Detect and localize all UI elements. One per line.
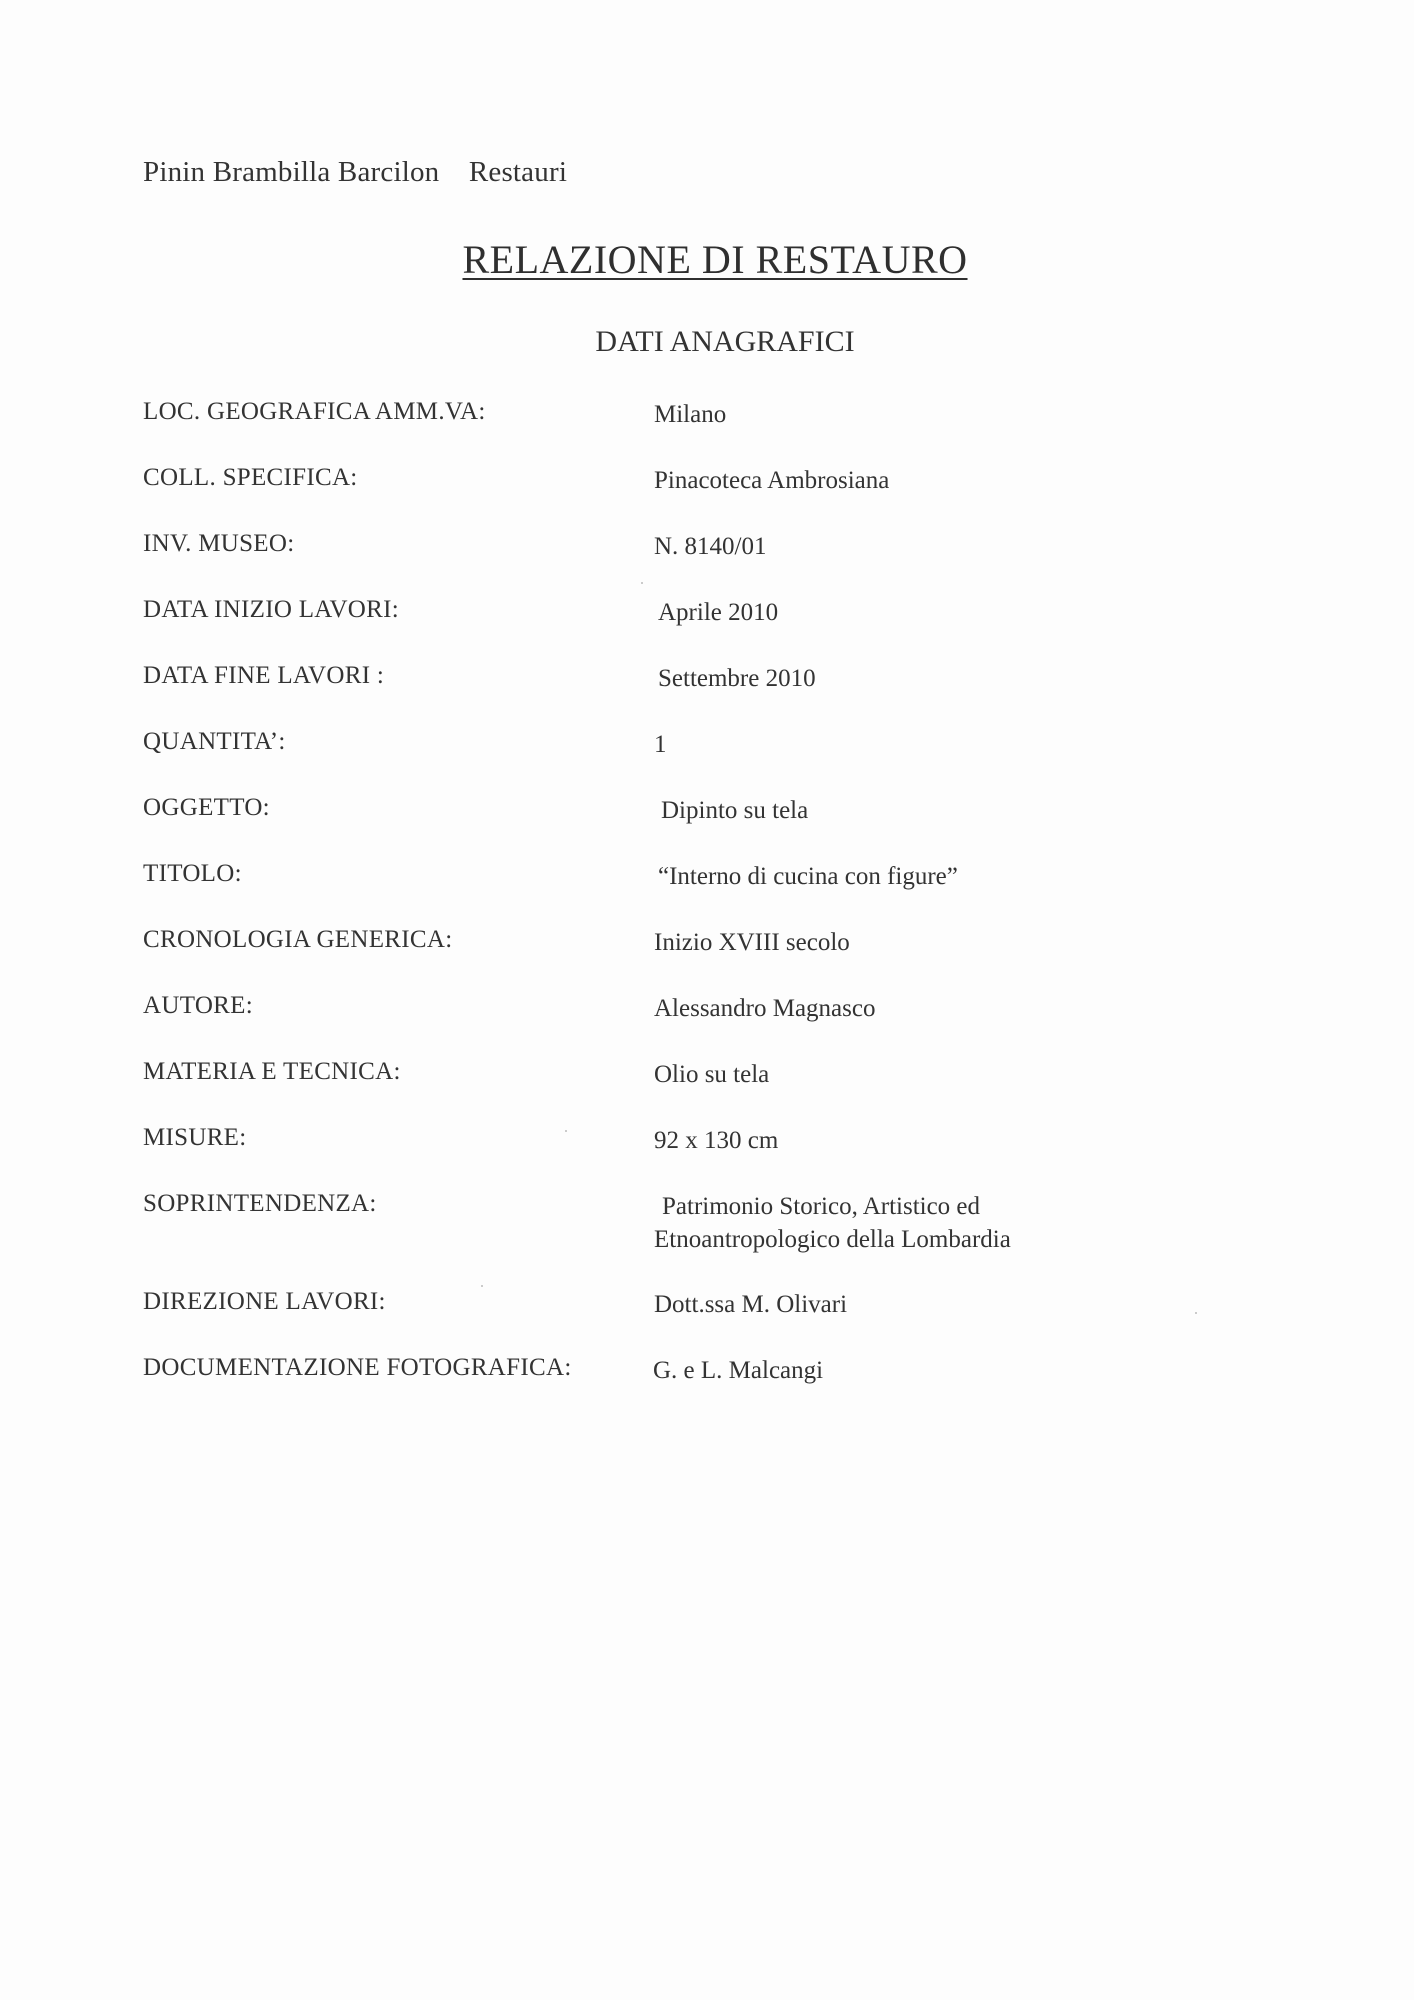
field-value-line2: Etnoantropologico della Lombardia xyxy=(654,1226,1011,1253)
field-value-line1: Patrimonio Storico, Artistico ed xyxy=(662,1193,981,1220)
field-value: Pinacoteca Ambrosiana xyxy=(654,467,890,494)
field-label: OGGETTO: xyxy=(143,794,270,821)
letterhead-org-name: Pinin Brambilla Barcilon xyxy=(143,156,440,188)
field-label: TITOLO: xyxy=(143,860,242,887)
letterhead-org-suffix: Restauri xyxy=(468,156,568,188)
field-value-multiline xyxy=(654,1190,1011,1256)
field-value: Aprile 2010 xyxy=(658,599,779,626)
field-row-data-fine xyxy=(143,662,1273,728)
field-label: DATA INIZIO LAVORI: xyxy=(143,596,399,623)
field-value: 1 xyxy=(654,731,667,758)
field-value: Dott.ssa M. Olivari xyxy=(654,1291,848,1318)
scan-speck xyxy=(1195,1312,1197,1314)
scan-speck xyxy=(641,582,643,584)
document-title xyxy=(0,236,1414,283)
data-fields-list xyxy=(143,398,1273,1420)
field-label: MISURE: xyxy=(143,1124,247,1151)
field-label: QUANTITA’: xyxy=(143,728,286,755)
field-label: CRONOLOGIA GENERICA: xyxy=(143,926,453,953)
field-row-quantita xyxy=(143,728,1273,794)
scan-speck xyxy=(565,1130,567,1132)
field-row-titolo xyxy=(143,860,1273,926)
field-label: COLL. SPECIFICA: xyxy=(143,464,358,491)
field-value: Inizio XVIII secolo xyxy=(654,929,850,956)
field-row-autore xyxy=(143,992,1273,1058)
field-value: Milano xyxy=(654,401,727,428)
document-title-text: RELAZIONE DI RESTAURO xyxy=(462,237,968,282)
field-label: DIREZIONE LAVORI: xyxy=(143,1288,386,1315)
field-row-inv-museo xyxy=(143,530,1273,596)
field-label: SOPRINTENDENZA: xyxy=(143,1190,377,1217)
field-label: MATERIA E TECNICA: xyxy=(143,1058,401,1085)
field-value: Settembre 2010 xyxy=(658,665,816,692)
field-row-soprintendenza xyxy=(143,1190,1273,1288)
field-value: “Interno di cucina con figure” xyxy=(658,863,958,890)
field-row-materia-tecnica xyxy=(143,1058,1273,1124)
field-row-cronologia xyxy=(143,926,1273,992)
field-label: DATA FINE LAVORI : xyxy=(143,662,385,689)
field-value: Dipinto su tela xyxy=(661,797,809,824)
field-label: DOCUMENTAZIONE FOTOGRAFICA: xyxy=(143,1354,572,1381)
field-row-data-inizio xyxy=(143,596,1273,662)
field-row-documentazione-fotografica xyxy=(143,1354,1273,1420)
field-row-coll-specifica xyxy=(143,464,1273,530)
field-label: LOC. GEOGRAFICA AMM.VA: xyxy=(143,398,486,425)
field-row-loc-geografica xyxy=(143,398,1273,464)
field-row-misure xyxy=(143,1124,1273,1190)
field-value: N. 8140/01 xyxy=(654,533,767,560)
field-value: 92 x 130 cm xyxy=(654,1127,779,1154)
field-row-oggetto xyxy=(143,794,1273,860)
section-subtitle: DATI ANAGRAFICI xyxy=(595,325,855,358)
field-label: INV. MUSEO: xyxy=(143,530,295,557)
field-value: G. e L. Malcangi xyxy=(653,1357,824,1384)
field-label: AUTORE: xyxy=(143,992,253,1019)
field-value: Alessandro Magnasco xyxy=(654,995,876,1022)
scan-speck xyxy=(481,1285,483,1287)
letterhead xyxy=(143,156,567,189)
field-value: Olio su tela xyxy=(654,1061,770,1088)
field-row-direzione-lavori xyxy=(143,1288,1273,1354)
